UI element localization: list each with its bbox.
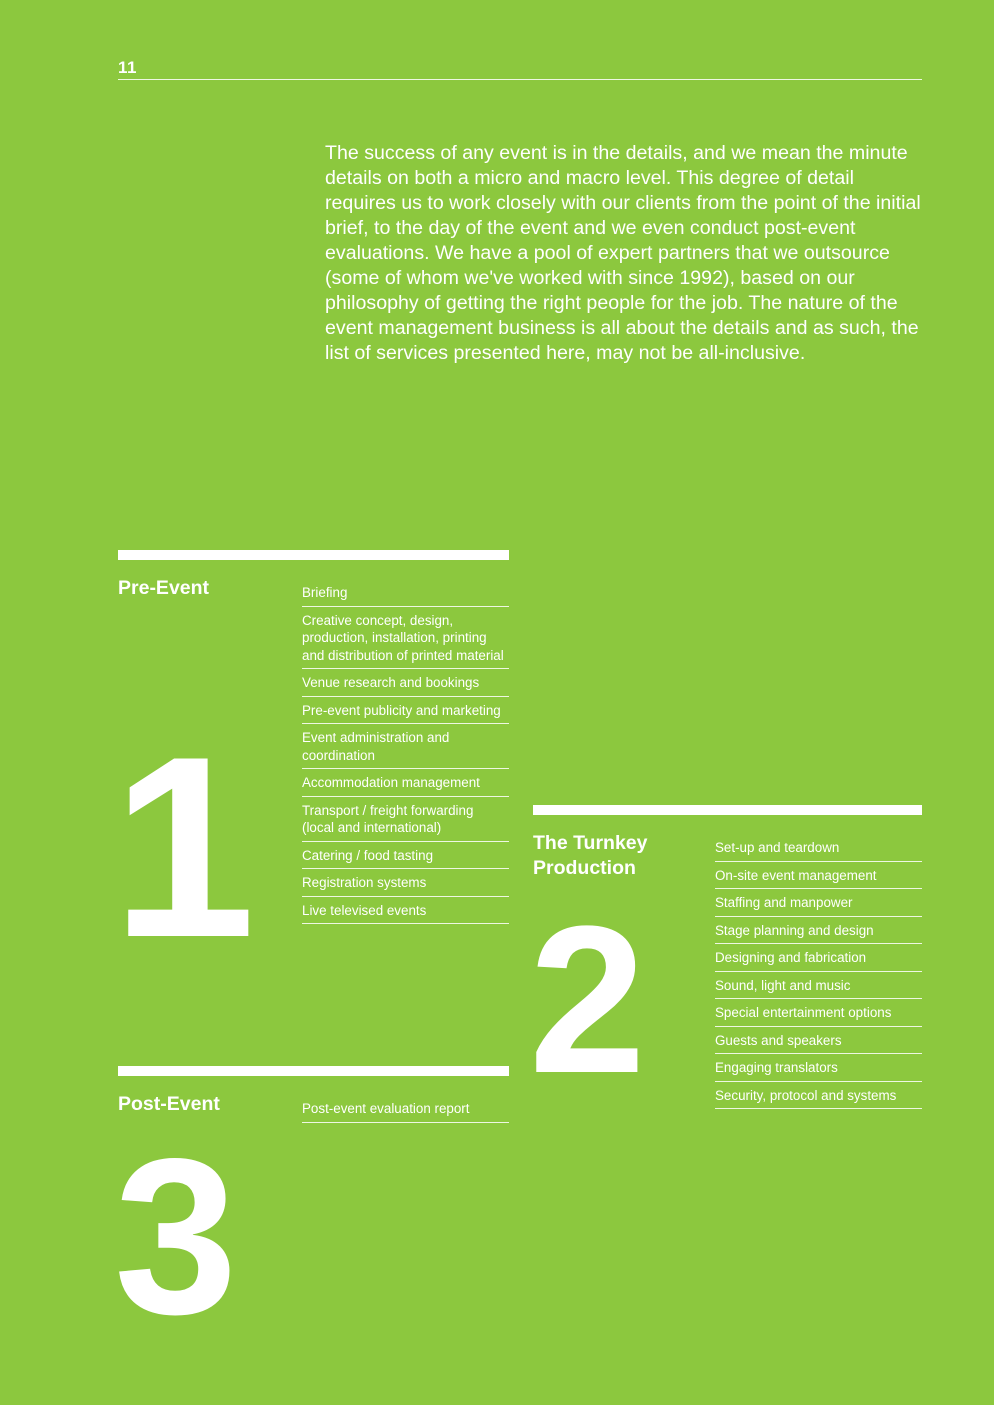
section-title: The Turnkey Production	[533, 832, 648, 879]
list-item: Engaging translators	[715, 1057, 922, 1082]
list-item: On-site event management	[715, 865, 922, 890]
list-item: Catering / food tasting	[302, 845, 509, 870]
section-bar	[533, 805, 922, 815]
header-rule	[118, 79, 922, 80]
list-item: Registration systems	[302, 872, 509, 897]
list-item: Creative concept, design, production, installation, printing and distribution of printed material	[302, 610, 509, 670]
section-turnkey-production	[529, 805, 922, 1117]
section-title: Pre-Event	[118, 577, 210, 599]
list-item: Transport / freight forwarding (local and international)	[302, 800, 509, 842]
section-title: Post-Event	[118, 1093, 220, 1115]
section-post-event	[114, 1066, 509, 1361]
list-item: Stage planning and design	[715, 920, 922, 945]
list-item: Sound, light and music	[715, 975, 922, 1000]
list-item: Briefing	[302, 582, 509, 607]
service-list	[302, 582, 509, 927]
service-list	[302, 1098, 509, 1126]
list-item: Post-event evaluation report	[302, 1098, 509, 1123]
section-number: 2	[529, 882, 646, 1117]
list-item: Special entertainment options	[715, 1002, 922, 1027]
intro-paragraph: The success of any event is in the details, and we mean the minute details on both a micro and macro level. This degree of detail requires us to work closely with our clients from the point of the initial brief, to the day of the event and we even conduct post-event evaluations. We have a pool of expert partners that we outsource (some of whom we've worked with since 1992), based on our philosophy of getting the right people for the job. The nature of the event management business is all about the details and as such, the list of services presented here, may not be all-inclusive.	[325, 142, 921, 364]
list-item: Staffing and manpower	[715, 892, 922, 917]
list-item: Accommodation management	[302, 772, 509, 797]
list-item: Pre-event publicity and marketing	[302, 700, 509, 725]
list-item: Set-up and teardown	[715, 837, 922, 862]
list-item: Designing and fabrication	[715, 947, 922, 972]
list-item: Guests and speakers	[715, 1030, 922, 1055]
section-number: 1	[112, 702, 246, 991]
list-item: Live televised events	[302, 900, 509, 925]
section-bar	[118, 550, 509, 560]
list-item: Security, protocol and systems	[715, 1085, 922, 1110]
list-item: Event administration and coordination	[302, 727, 509, 769]
section-number: 3	[114, 1113, 238, 1361]
service-list	[715, 837, 922, 1112]
section-pre-event	[112, 550, 509, 991]
list-item: Venue research and bookings	[302, 672, 509, 697]
section-bar	[118, 1066, 509, 1076]
page-number: 11	[118, 58, 137, 77]
